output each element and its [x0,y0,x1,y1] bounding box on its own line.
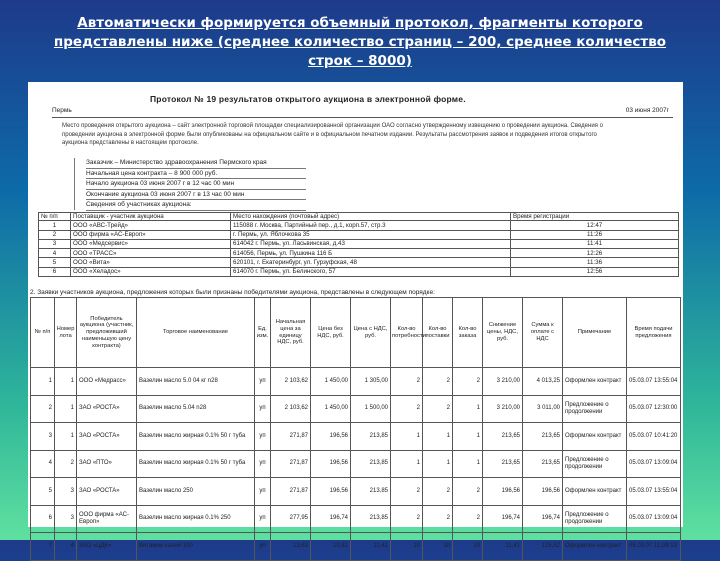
column-header: Начальная цена за единицу НДС, руб. [271,298,311,368]
table-cell: Предложение о продолжении [563,450,627,478]
table-cell: Вазелин масло жирная 0.1% 50 г туба [137,450,255,478]
table-cell: ЗАО «РОСТА» [77,395,137,423]
table-cell: 7 [31,533,55,561]
table-cell: 2 [391,395,423,423]
table-cell: 5 [31,478,55,506]
table-row [39,230,679,239]
info-line: Окончание аукциона 03 июня 2007 г в 13 час 00 мин [86,190,306,201]
table-cell: 12:56 [511,267,679,276]
lots-table [30,297,681,561]
table-cell: уп [255,533,271,561]
table-cell: Вазелин масло жирная 0.1% 250 [137,505,255,533]
table-row [39,221,679,230]
table-cell: уп [255,423,271,451]
table-cell: 05.03.07 13:09:04 [627,505,681,533]
table-cell: 4 [31,450,55,478]
bidders-table-body [39,221,679,277]
table-cell: 2 [423,478,453,506]
table-cell: 2 [55,450,77,478]
table-cell: 1 [31,368,55,396]
table-cell: 4 [55,533,77,561]
table-cell: 2 [391,368,423,396]
protocol-document [28,82,683,549]
column-header: Цена с НДС, руб. [351,298,391,368]
table-cell: 213,85 [351,423,391,451]
table-cell: 125,52 [523,533,563,561]
table-row [39,239,679,248]
table-cell: 1 [423,450,453,478]
table-cell: 620101, г. Екатеринбург, ул. Гурзуфская, 48 [231,258,511,267]
table-cell: 271,87 [271,478,311,506]
table-cell: 1 [391,423,423,451]
table-cell: ЗАО «РОСТА» [77,423,137,451]
table-cell: 196,56 [311,423,351,451]
table-cell: 11,41 [351,533,391,561]
table-row [39,258,679,267]
table-cell: 1 500,00 [351,395,391,423]
table-cell: 213,65 [523,423,563,451]
table-cell: 05.03.07 13:55:04 [627,368,681,396]
column-header: Ед. изм. [255,298,271,368]
table-cell: 1 [423,423,453,451]
table-cell: Витамин калий 100 [137,533,255,561]
table-cell: 196,56 [523,478,563,506]
table-row [31,368,681,396]
lots-section-heading: 2. Заявки участников аукциона, предложения которых были признаны победителями аукциона, представлены в следующем порядке: [30,289,435,296]
divider [74,158,75,210]
table-header-row [39,213,679,221]
table-cell: 3 [55,505,77,533]
table-cell: 115088 г. Москва, Партийный пер., д.1, корп.57, стр.3 [231,221,511,230]
divider [52,117,673,118]
table-cell: 1 [55,395,77,423]
table-cell: 10 [423,533,453,561]
table-cell: Вазелин масло жирная 0.1% 50 г туба [137,423,255,451]
table-cell: 1 [453,450,483,478]
table-cell: 213,85 [351,450,391,478]
column-header: Кол-во поставки [423,298,453,368]
table-row [31,533,681,561]
table-cell: ЗАО «ПТО» [77,450,137,478]
table-cell: 05.03.07 12:30:00 [627,395,681,423]
table-cell: 4 013,25 [523,368,563,396]
table-cell: 1 [391,450,423,478]
table-cell: 2 [423,395,453,423]
table-cell: 05.03.07 11:08:13 [627,533,681,561]
column-header: Торговое наименование [137,298,255,368]
table-row [31,505,681,533]
table-cell: 2 [453,368,483,396]
table-cell: 3 210,00 [483,368,523,396]
table-cell: 6 [31,505,55,533]
table-cell: 1 450,00 [311,368,351,396]
table-row [39,267,679,276]
protocol-date: 03 июня 2007г [625,107,669,114]
table-cell: 2 103,62 [271,368,311,396]
table-cell: 271,87 [271,423,311,451]
table-cell: 271,87 [271,450,311,478]
table-cell: Вазелин масло 5.04 n28 [137,395,255,423]
table-cell: г. Пермь, ул. Яблочкова 35 [231,230,511,239]
table-cell: 196,74 [311,505,351,533]
table-cell: Оформлен контракт [563,423,627,451]
auction-info-list [86,158,306,211]
table-cell: 614042 г. Пермь, ул. Ласьвинская, д.43 [231,239,511,248]
table-cell: 1 [453,395,483,423]
table-cell: 213,65 [483,423,523,451]
column-header: Место нахождения (почтовый адрес) [231,213,511,221]
table-cell: ООО фирма «АС-Европ» [71,230,231,239]
table-row [39,249,679,258]
table-cell: уп [255,368,271,396]
table-cell: Вазелин масло 5.0 04 кг n28 [137,368,255,396]
table-cell: ООО «АВС-Трейд» [71,221,231,230]
table-cell: ООО «Медсервис» [71,239,231,248]
protocol-intro: Место проведения открытого аукциона – сайт электронной торговой площадки специализированной организации ОАО согласно утвержденному извещению о проведении аукциона. Сведения о проведении аукциона в электронной форме были опубликованы на официальном сайте и в официальном печатном издании. Результаты рассмотрения заявок и подведения итогов открытого аукциона представлены в настоящем протоколе. [62,123,603,147]
table-cell: 3 011,00 [523,395,563,423]
column-header: Примечание [563,298,627,368]
table-cell: 1 [55,368,77,396]
table-cell: 12:26 [511,249,679,258]
table-cell: 196,56 [483,478,523,506]
column-header: Кол-во потребности [391,298,423,368]
table-cell: уп [255,478,271,506]
table-cell: ООО «Вита» [71,258,231,267]
table-cell: 2 [423,368,453,396]
protocol-heading: Протокол № 19 результатов открытого аукциона в электронной форме. [150,94,466,104]
table-row [31,423,681,451]
table-cell: 2 [423,505,453,533]
lots-table-body [31,368,681,561]
table-cell: Предложение о продолжении [563,505,627,533]
table-row [31,395,681,423]
table-cell: 213,85 [351,478,391,506]
bidders-table [38,212,679,277]
table-cell: 277,95 [271,505,311,533]
table-cell: 10 [453,533,483,561]
table-cell: 2 [453,505,483,533]
column-header: Поставщик - участник аукциона [71,213,231,221]
table-cell: 3 210,00 [483,395,523,423]
table-cell: 196,74 [483,505,523,533]
table-cell: Оформлен контракт [563,478,627,506]
table-cell: 2 [39,230,71,239]
table-cell: 196,74 [523,505,563,533]
table-cell: 11:36 [511,258,679,267]
table-cell: 2 103,62 [271,395,311,423]
column-header: № п/п [31,298,55,368]
table-cell: ООО «Хеладос» [71,267,231,276]
table-cell: 11,41 [483,533,523,561]
info-line: Начальная цена контракта – 8 900 000 руб. [86,169,306,180]
column-header: Сумма к оплате с НДС [523,298,563,368]
table-cell: 196,56 [311,450,351,478]
info-line: Сведения об участниках аукциона: [86,200,306,211]
table-cell: 6 [39,267,71,276]
column-header: Время подачи предложения [627,298,681,368]
table-cell: 05.03.07 13:55:04 [627,478,681,506]
table-cell: 213,65 [483,450,523,478]
table-cell: 196,56 [311,478,351,506]
table-cell: 13,63 [271,533,311,561]
table-cell: ООО «Медрасс» [77,368,137,396]
table-cell: 2 [391,478,423,506]
table-cell: 614056, Пермь, ул. Пушкина 116 Б [231,249,511,258]
table-cell: 4 [39,249,71,258]
info-line: Заказчик – Министерство здравоохранения Пермского края [86,158,306,169]
table-cell: 10 [391,533,423,561]
column-header: Кол-во заказа [453,298,483,368]
table-cell: уп [255,450,271,478]
table-cell: 614070 г. Пермь, ул. Белинского, 57 [231,267,511,276]
table-cell: 2 [391,505,423,533]
table-cell: 1 [39,221,71,230]
table-cell: 1 305,00 [351,368,391,396]
table-cell: уп [255,395,271,423]
table-cell: 05.03.07 13:09:04 [627,450,681,478]
table-cell: Предложение о продолжении [563,395,627,423]
table-cell: Оформлен контракт [563,368,627,396]
table-cell: ООО «ТРАСС» [71,249,231,258]
table-header-row [31,298,681,368]
slide-title: Автоматически формируется объемный протокол, фрагменты которого представлены ниже (среднее количество страниц – 200, среднее количество строк – 8000) [53,15,667,69]
column-header: Снижение цены, НДС, руб. [483,298,523,368]
table-cell: 10,81 [311,533,351,561]
table-cell: 213,85 [351,505,391,533]
column-header: Номер лота [55,298,77,368]
table-cell: ЗАО «РОСТА» [77,478,137,506]
table-cell: ЗАО «ЦДК» [77,533,137,561]
table-row [31,478,681,506]
table-cell: 3 [55,478,77,506]
table-cell: 5 [39,258,71,267]
protocol-city: Пермь [52,107,72,114]
table-cell: 12:47 [511,221,679,230]
table-cell: Вазелин масло 250 [137,478,255,506]
column-header: Цена без НДС, руб. [311,298,351,368]
table-cell: 2 [31,395,55,423]
table-cell: 213,65 [523,450,563,478]
table-cell: 3 [39,239,71,248]
table-cell: Оформлен контракт [563,533,627,561]
table-cell: 1 [453,423,483,451]
info-line: Начало аукциона 03 июня 2007 г в 12 час 00 мин [86,179,306,190]
column-header: Победитель аукциона (участник, предложивший наименьшую цену контракта) [77,298,137,368]
table-cell: ООО фирма «АС-Европ» [77,505,137,533]
table-cell: 2 [453,478,483,506]
table-cell: 3 [31,423,55,451]
table-row [31,450,681,478]
table-cell: 1 [55,423,77,451]
table-cell: 11:26 [511,230,679,239]
table-cell: 1 450,00 [311,395,351,423]
table-cell: уп [255,505,271,533]
table-cell: 05.03.07 10:41:20 [627,423,681,451]
column-header: Время регистрации [511,213,679,221]
table-cell: 11:41 [511,239,679,248]
column-header: № п/п [39,213,71,221]
